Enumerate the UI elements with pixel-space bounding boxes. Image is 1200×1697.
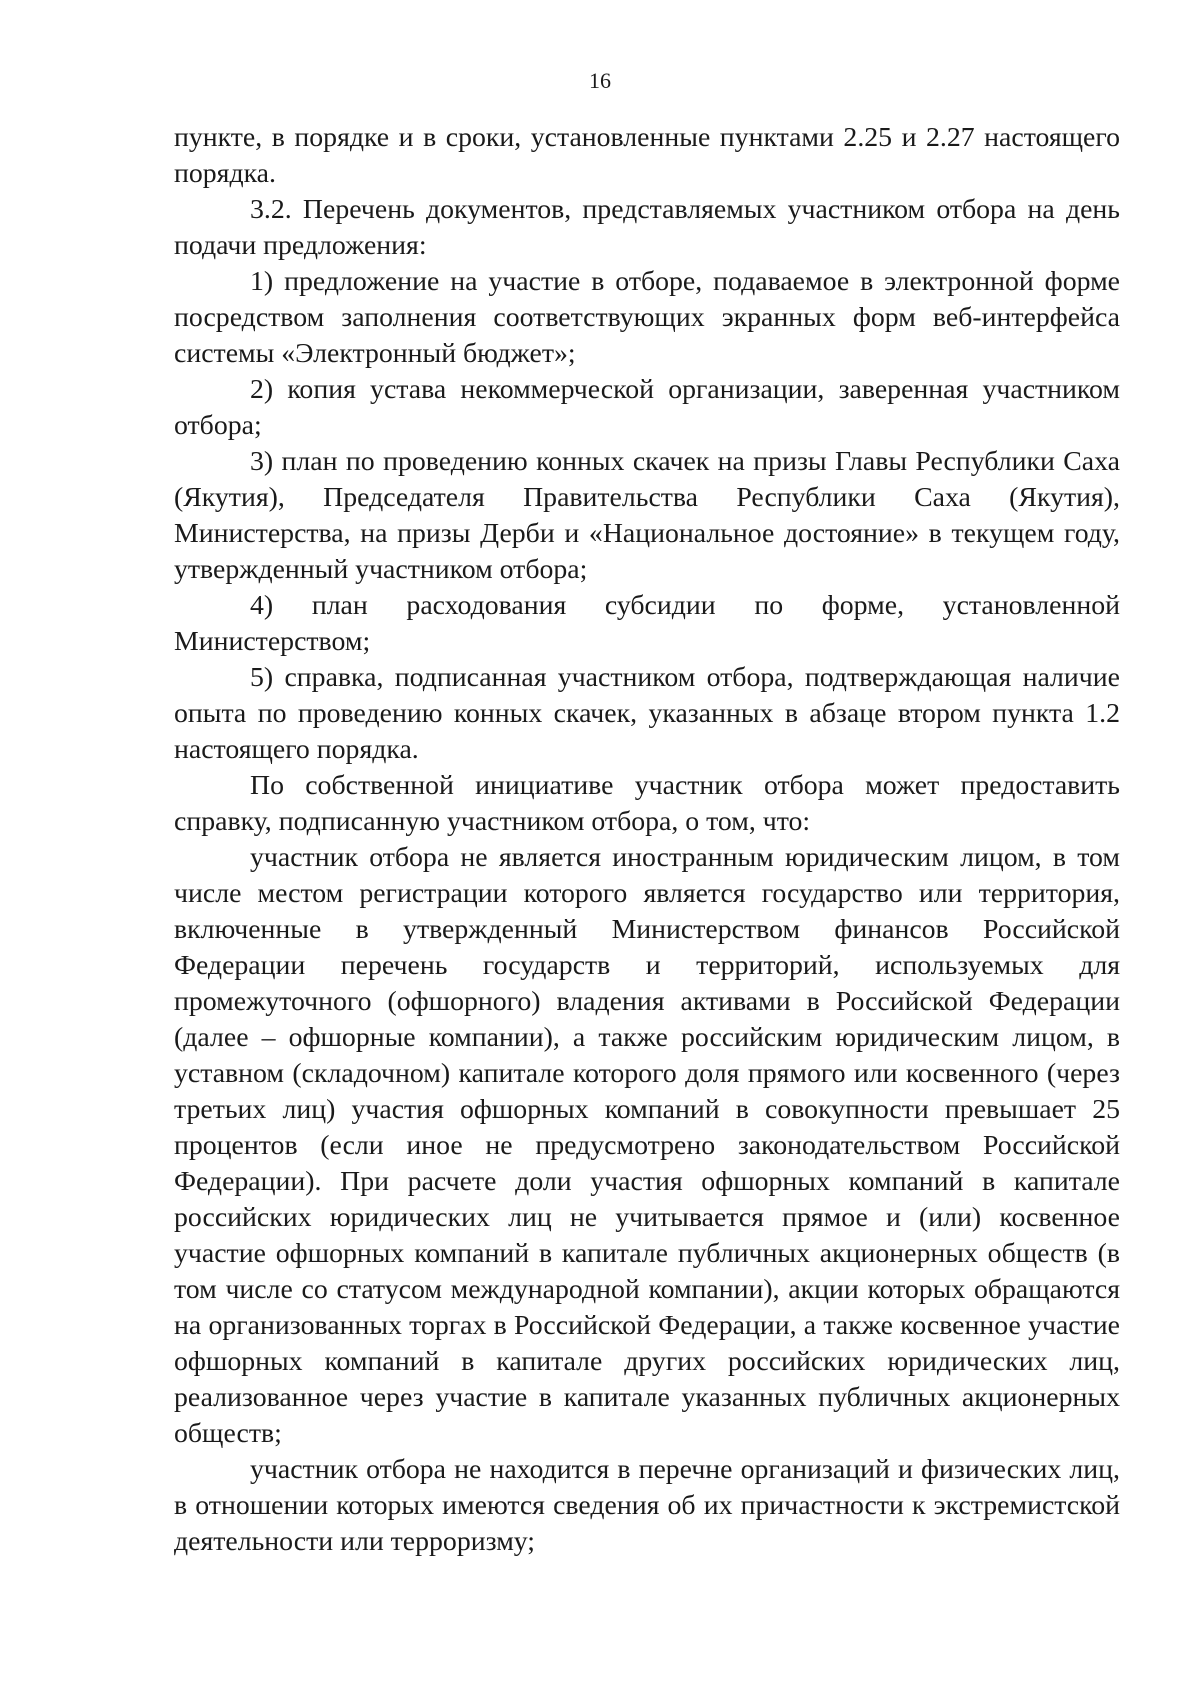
list-item-5: 5) справка, подписанная участником отбора, подтверждающая наличие опыта по проведению конных скачек, указанных в абзаце втором пункта 1.2 настоящего порядка. bbox=[174, 662, 1120, 765]
list-item-3: 3) план по проведению конных скачек на призы Главы Республики Саха (Якутия), Председателя Правительства Республики Саха (Якутия), Министерства, на призы Дерби и «Национальное достояние» в текущем году, утвержденный участником отбора; bbox=[174, 446, 1120, 585]
paragraph-section-3-2: 3.2. Перечень документов, представляемых участником отбора на день подачи предложения: bbox=[174, 194, 1120, 261]
list-item-4: 4) план расходования субсидии по форме, установленной Министерством; bbox=[174, 590, 1120, 657]
document-body bbox=[174, 120, 1120, 1560]
list-item-2: 2) копия устава некоммерческой организации, заверенная участником отбора; bbox=[174, 374, 1120, 441]
paragraph-continuation: пункте, в порядке и в сроки, установленные пунктами 2.25 и 2.27 настоящего порядка. bbox=[174, 122, 1120, 189]
paragraph-offshore-condition: участник отбора не является иностранным юридическим лицом, в том числе местом регистрации которого является государство или территория, включенные в утвержденный Министерством финансов Российской Федерации перечень государств и территорий, используемых для промежуточного (офшорного) владения активами в Российской Федерации (далее – офшорные компании), а также российским юридическим лицом, в уставном (складочном) капитале которого доля прямого или косвенного (через третьих лиц) участия офшорных компаний в совокупности превышает 25 процентов (если иное не предусмотрено законодательством Российской Федерации). При расчете доли участия офшорных компаний в капитале российских юридических лиц не учитывается прямое и (или) косвенное участие офшорных компаний в капитале публичных акционерных обществ (в том числе со статусом международной компании), акции которых обращаются на организованных торгах в Российской Федерации, а также косвенное участие офшорных компаний в капитале других российских юридических лиц, реализованное через участие в капитале указанных публичных акционерных обществ; bbox=[174, 842, 1120, 1449]
list-item-1: 1) предложение на участие в отборе, подаваемое в электронной форме посредством заполнения соответствующих экранных форм веб-интерфейса системы «Электронный бюджет»; bbox=[174, 266, 1120, 369]
paragraph-own-initiative: По собственной инициативе участник отбора может предоставить справку, подписанную участником отбора, о том, что: bbox=[174, 770, 1120, 837]
paragraph-extremism-condition: участник отбора не находится в перечне организаций и физических лиц, в отношении которых имеются сведения об их причастности к экстремистской деятельности или терроризму; bbox=[174, 1454, 1120, 1557]
page-number: 16 bbox=[589, 68, 611, 93]
